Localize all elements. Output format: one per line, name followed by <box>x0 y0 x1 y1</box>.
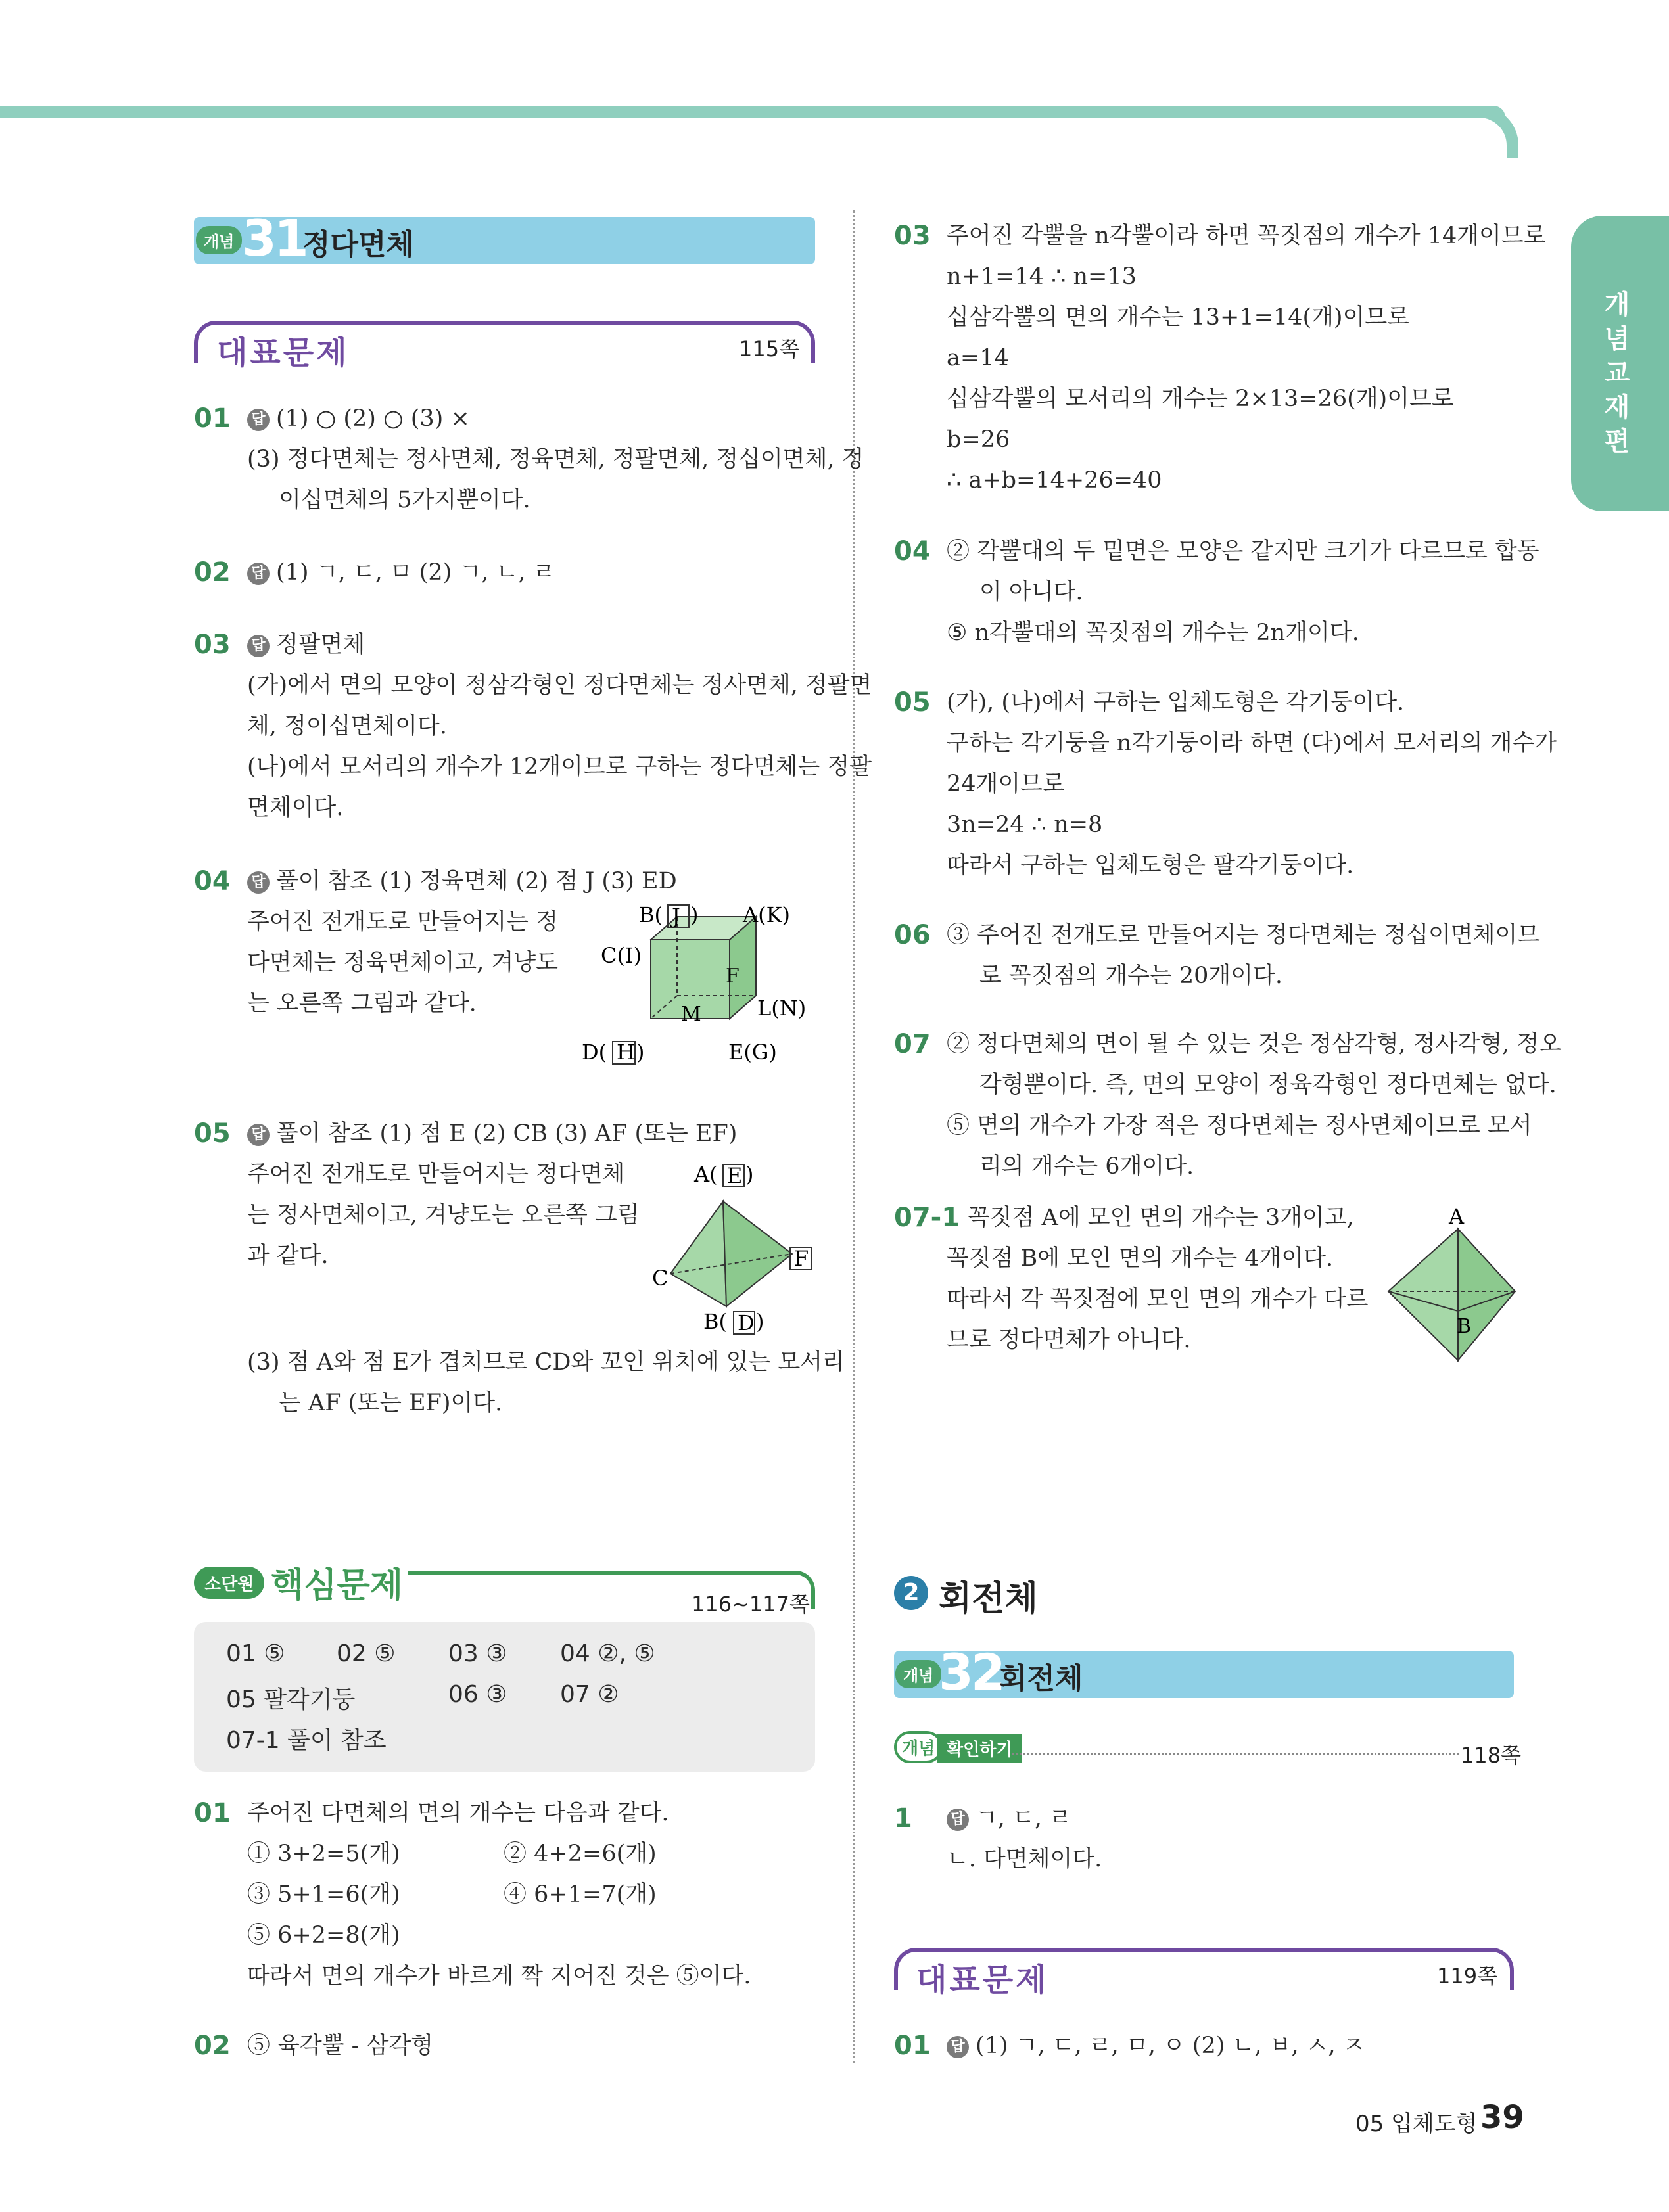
explanation-line: 3n=24 ∴ n=8 <box>947 812 1103 838</box>
column-divider <box>853 210 855 2063</box>
explanation-line: ② 4+2=6(개) <box>504 1841 657 1867</box>
explanation-line: 주어진 전개도로 만들어지는 정다면체 <box>247 1161 625 1187</box>
svg-text:F: F <box>726 965 740 988</box>
question-number: 03 <box>194 630 231 660</box>
footer-chapter: 05 입체도형 <box>1355 2111 1478 2137</box>
tetrahedron-figure <box>651 1155 828 1339</box>
section-title: 회전체 <box>939 1579 1038 1619</box>
svg-text:B(: B( <box>639 904 663 927</box>
answer-line: 답 (1) ㄱ, ㄷ, ㅁ (2) ㄱ, ㄴ, ㄹ <box>247 552 555 593</box>
svg-text:): ) <box>756 1309 764 1334</box>
explanation-line: (3) 점 A와 점 E가 겹치므로 CD와 꼬인 위치에 있는 모서리 <box>247 1349 845 1375</box>
explanation-line: (3) 정다면체는 정사면체, 정육면체, 정팔면체, 정십이면체, 정 <box>247 446 864 472</box>
question-number: 03 <box>894 221 931 251</box>
explanation-line: n+1=14 ∴ n=13 <box>947 264 1137 290</box>
page-ref: 118쪽 <box>1461 1743 1521 1768</box>
core-answer: 05 팔각기둥 <box>226 1686 356 1713</box>
explanation-line: a=14 <box>947 345 1009 371</box>
explanation-line: 므로 정다면체가 아니다. <box>947 1327 1191 1353</box>
explanation-line: ⑤ 면의 개수가 가장 적은 정다면체는 정사면체이므로 모서 <box>947 1113 1532 1139</box>
explanation-line: ② 정다면체의 면이 될 수 있는 것은 정삼각형, 정사각형, 정오 <box>947 1031 1562 1057</box>
core-answer: 07-1 풀이 참조 <box>226 1727 387 1754</box>
answer-icon: 답 <box>247 1124 270 1146</box>
question-number: 04 <box>894 536 931 566</box>
svg-text:E(G): E(G) <box>728 1040 777 1065</box>
svg-text:E: E <box>727 1163 743 1188</box>
explanation-line: ⑤ 육각뿔 - 삼각형 <box>247 2033 434 2059</box>
answer-line: 답 정팔면체 <box>247 624 365 665</box>
answer-line: 답 (1) ○ (2) ○ (3) × <box>247 398 470 439</box>
question-number: 07 <box>894 1029 931 1059</box>
explanation-line: 24개이므로 <box>947 771 1065 797</box>
explanation-line: 이십면체의 5가지뿐이다. <box>279 487 530 513</box>
svg-text:C(I): C(I) <box>601 943 642 968</box>
question-number: 06 <box>894 920 931 950</box>
page-ref: 116~117쪽 <box>692 1592 810 1617</box>
triangular-bipyramid-figure <box>1380 1203 1525 1367</box>
core-answer: 06 ③ <box>448 1681 507 1708</box>
svg-text:C: C <box>652 1266 669 1291</box>
explanation-line: (가), (나)에서 구하는 입체도형은 각기둥이다. <box>947 689 1405 716</box>
svg-text:J: J <box>672 904 680 929</box>
explanation-line: 다면체는 정육면체이고, 겨냥도 <box>247 950 558 976</box>
svg-text:D: D <box>738 1310 755 1335</box>
svg-text:A: A <box>1449 1204 1465 1229</box>
answer-icon: 답 <box>947 2036 969 2058</box>
svg-text:F: F <box>794 1246 809 1271</box>
concept-badge: 개념 <box>895 1660 941 1688</box>
confirm-label: 확인하기 <box>937 1734 1022 1763</box>
explanation-line: b=26 <box>947 426 1010 453</box>
answer-line: 답 풀이 참조 (1) 점 E (2) CB (3) AF (또는 EF) <box>247 1113 737 1154</box>
core-answer: 02 ⑤ <box>337 1640 396 1667</box>
explanation-line: ③ 주어진 전개도로 만들어지는 정다면체는 정십이면체이므 <box>947 922 1540 948</box>
representative-label: 대표문제 <box>916 1962 1049 1998</box>
explanation-line: ⑤ n각뿔대의 꼭짓점의 개수는 2n개이다. <box>947 620 1359 646</box>
question-number: 02 <box>194 557 231 588</box>
explanation-line: ① 3+2=5(개) <box>247 1841 400 1867</box>
question-number: 04 <box>194 866 231 896</box>
explanation-line: 면체이다. <box>247 795 344 821</box>
explanation-line: 꼭짓점 A에 모인 면의 개수는 3개이고, <box>968 1205 1354 1231</box>
question-number: 05 <box>194 1118 231 1149</box>
explanation-line: 구하는 각기둥을 n각기둥이라 하면 (다)에서 모서리의 개수가 <box>947 730 1557 756</box>
core-badge: 소단원 <box>194 1567 264 1599</box>
svg-text:): ) <box>690 904 699 927</box>
svg-text:B(: B( <box>703 1309 727 1334</box>
explanation-line: 는 오른쪽 그림과 같다. <box>247 990 477 1017</box>
answer-line: 답 (1) ㄱ, ㄷ, ㄹ, ㅁ, ㅇ (2) ㄴ, ㅂ, ㅅ, ㅈ <box>947 2025 1365 2066</box>
concept-title: 정다면체 <box>302 228 415 262</box>
explanation-line: 과 같다. <box>247 1243 329 1269</box>
explanation-line: ㄴ. 다면체이다. <box>947 1846 1102 1872</box>
answer-icon: 답 <box>247 409 270 431</box>
side-tab[interactable] <box>1571 216 1669 511</box>
question-number: 05 <box>894 687 931 718</box>
page-ref: 119쪽 <box>1437 1964 1497 1989</box>
svg-text:A(: A( <box>694 1162 718 1187</box>
explanation-line: 십삼각뿔의 모서리의 개수는 2×13=26(개)이므로 <box>947 386 1454 412</box>
core-answer: 04 ②, ⑤ <box>560 1640 655 1667</box>
explanation-line: 각형뿐이다. 즉, 면의 모양이 정육각형인 정다면체는 없다. <box>979 1072 1557 1098</box>
explanation-line: 체, 정이십면체이다. <box>247 713 447 739</box>
explanation-line: 주어진 전개도로 만들어지는 정 <box>247 909 558 935</box>
question-number: 1 <box>894 1803 912 1833</box>
explanation-line: (가)에서 면의 모양이 정삼각형인 정다면체는 정사면체, 정팔면 <box>247 672 872 699</box>
explanation-line: 이 아니다. <box>979 579 1083 605</box>
explanation-line: 로 꼭짓점의 개수는 20개이다. <box>979 963 1282 989</box>
concept-number: 31 <box>242 209 306 267</box>
explanation-line: 꼭짓점 B에 모인 면의 개수는 4개이다. <box>947 1245 1334 1272</box>
explanation-line: ③ 5+1=6(개) <box>247 1881 400 1908</box>
question-number: 01 <box>894 2031 931 2061</box>
core-answer: 07 ② <box>560 1681 619 1708</box>
explanation-line: ② 각뿔대의 두 밑면은 모양은 같지만 크기가 다르므로 합동 <box>947 538 1540 565</box>
svg-text:): ) <box>636 1040 645 1065</box>
concept-title: 회전체 <box>999 1662 1083 1695</box>
explanation-line: 따라서 구하는 입체도형은 팔각기둥이다. <box>947 852 1354 879</box>
header-line-hook <box>1466 106 1518 158</box>
question-number: 02 <box>194 2031 231 2061</box>
explanation-line: 따라서 각 꼭짓점에 모인 면의 개수가 다르 <box>947 1286 1369 1312</box>
side-tab-label: 개념교재편 <box>1604 290 1630 457</box>
answer-line: 답 ㄱ, ㄷ, ㄹ <box>947 1798 1071 1839</box>
header-line <box>0 106 1505 118</box>
answer-icon: 답 <box>947 1809 969 1831</box>
explanation-line: ⑤ 6+2=8(개) <box>247 1922 400 1948</box>
page-number: 39 <box>1480 2099 1524 2136</box>
svg-text:D(: D( <box>582 1040 607 1065</box>
svg-text:B: B <box>1457 1315 1472 1338</box>
question-number: 07-1 <box>894 1203 960 1233</box>
core-answer: 03 ③ <box>448 1640 507 1667</box>
explanation-line: 는 정사면체이고, 겨냥도는 오른쪽 그림 <box>247 1202 640 1228</box>
explanation-line: 는 AF (또는 EF)이다. <box>279 1390 503 1416</box>
explanation-line: 리의 개수는 6개이다. <box>979 1153 1194 1180</box>
confirm-badge: 개념 <box>894 1731 943 1763</box>
explanation-line: ∴ a+b=14+26=40 <box>947 467 1162 494</box>
question-number: 01 <box>194 403 231 434</box>
answer-line: 답 풀이 참조 (1) 정육면체 (2) 점 J (3) ED <box>247 861 677 902</box>
concept-badge: 개념 <box>196 226 242 254</box>
explanation-line: 주어진 각뿔을 n각뿔이라 하면 꼭짓점의 개수가 14개이므로 <box>947 223 1546 249</box>
dotted-leader <box>1012 1753 1459 1755</box>
explanation-line: ④ 6+1=7(개) <box>504 1881 657 1908</box>
explanation-line: 십삼각뿔의 면의 개수는 13+1=14(개)이므로 <box>947 304 1410 331</box>
svg-text:L(N): L(N) <box>757 996 807 1021</box>
question-number: 01 <box>194 1798 231 1828</box>
concept-number: 32 <box>939 1643 1003 1701</box>
explanation-line: (나)에서 모서리의 개수가 12개이므로 구하는 정다면체는 정팔 <box>247 754 872 780</box>
answer-icon: 답 <box>247 635 270 657</box>
svg-text:H: H <box>617 1040 635 1065</box>
svg-text:M: M <box>681 1003 701 1026</box>
answer-icon: 답 <box>247 563 270 585</box>
svg-text:A(K): A(K) <box>743 904 790 927</box>
svg-text:): ) <box>745 1162 754 1187</box>
section-number: 2 <box>894 1576 928 1610</box>
representative-label: 대표문제 <box>217 334 350 371</box>
core-title: 핵심문제 <box>271 1566 403 1605</box>
cube-figure <box>578 904 828 1094</box>
core-answer: 01 ⑤ <box>226 1640 285 1667</box>
explanation-line: 따라서 면의 개수가 바르게 짝 지어진 것은 ⑤이다. <box>247 1963 751 1989</box>
answer-icon: 답 <box>247 871 270 894</box>
page-ref: 115쪽 <box>739 336 799 361</box>
explanation-line: 주어진 다면체의 면의 개수는 다음과 같다. <box>247 1800 669 1826</box>
